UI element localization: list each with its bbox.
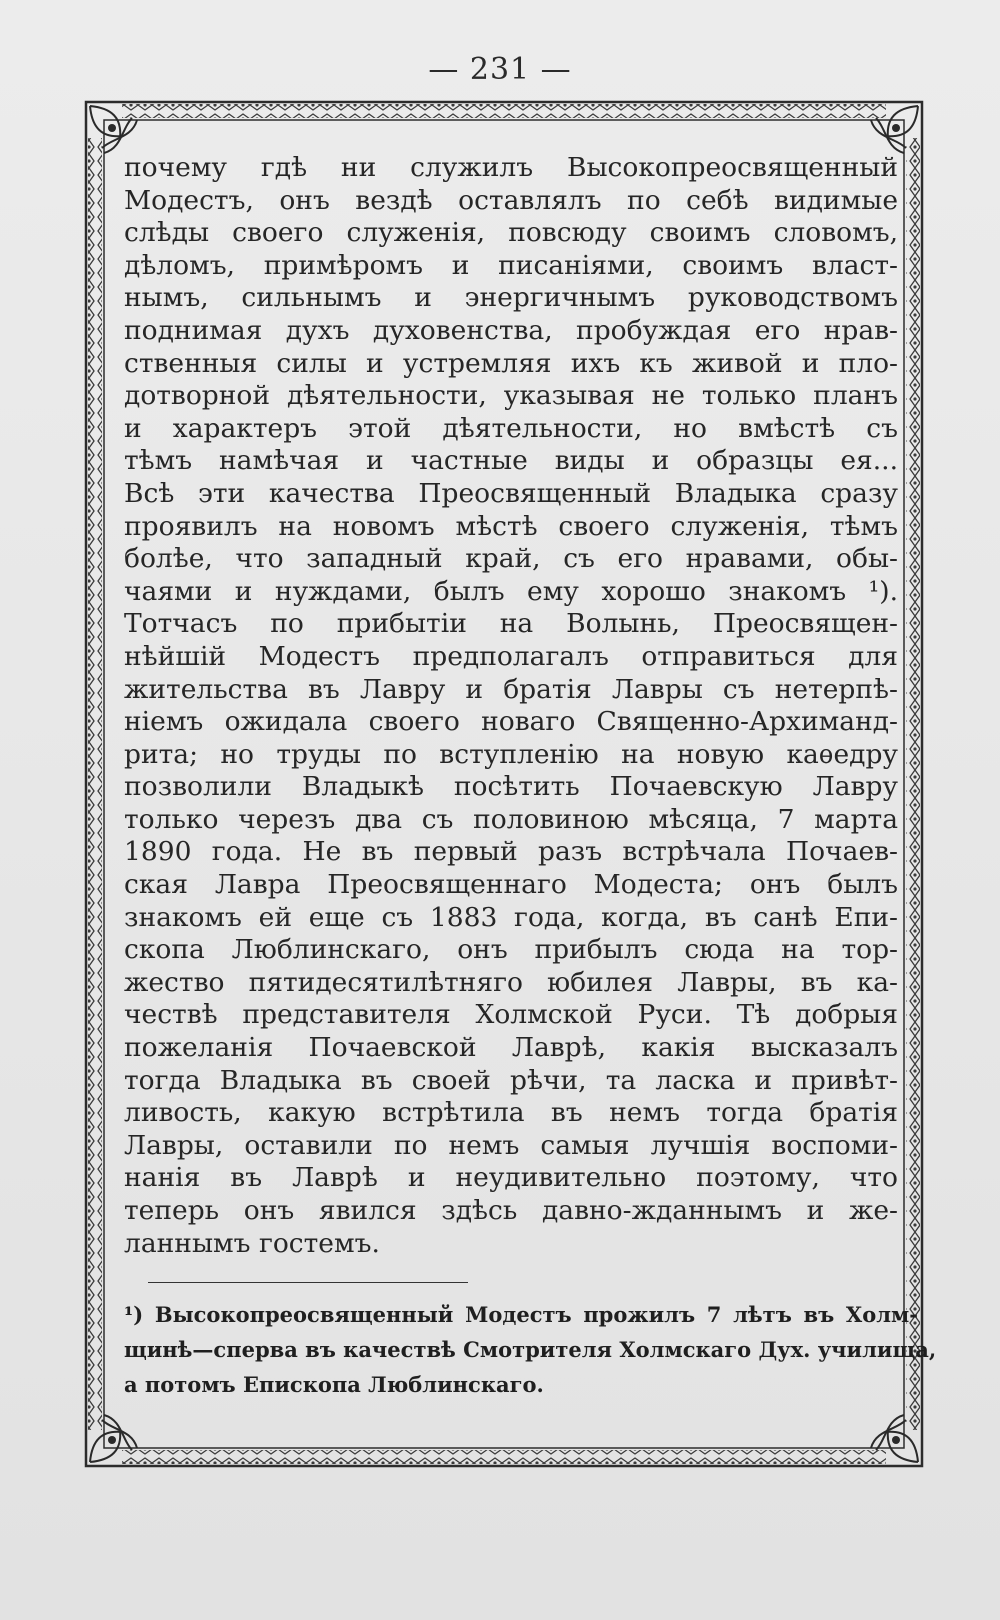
text-line: проявилъ на новомъ мѣстѣ своего служенія, тѣмъ	[124, 510, 898, 542]
text-line: знакомъ ей еще съ 1883 года, когда, въ санѣ Епи-	[124, 901, 898, 933]
text-line: 1890 года. Не въ первый разъ встрѣчала Почаев-	[124, 836, 898, 868]
text-line: дѣломъ, примѣромъ и писаніями, своимъ власт-	[124, 249, 898, 281]
text-line: тогда Владыка въ своей рѣчи, та ласка и привѣт-	[124, 1064, 898, 1096]
text-line: рита; но труды по вступленію на новую каѳедру	[124, 738, 898, 770]
text-line: Лавры, оставили по немъ самыя лучшія воспоми-	[124, 1129, 898, 1161]
footnote-line: а потомъ Епископа Люблинскаго.	[124, 1372, 544, 1397]
text-line: пожеланія Почаевской Лаврѣ, какія высказалъ	[124, 1032, 898, 1064]
footnote	[124, 1297, 937, 1402]
text-line: Всѣ эти качества Преосвященный Владыка сразу	[124, 477, 898, 509]
text-line: тѣмъ намѣчая и частные виды и образцы ея...	[124, 445, 898, 477]
text-line: ніемъ ожидала своего новаго Священно-Архиманд-	[124, 706, 898, 738]
page-number: — 231 —	[428, 52, 572, 87]
footnote-line: ¹) Высокопреосвященный Модестъ прожилъ 7 лѣтъ въ Холм-	[124, 1302, 918, 1327]
text-line: ская Лавра Преосвященнаго Модеста; онъ былъ	[124, 869, 898, 901]
text-line: ланнымъ гостемъ.	[124, 1227, 380, 1259]
text-line: ственныя силы и устремляя ихъ къ живой и пло-	[124, 347, 898, 379]
text-line: ливость, какую встрѣтила въ немъ тогда братія	[124, 1097, 898, 1129]
text-line: позволили Владыкѣ посѣтить Почаевскую Лавру	[124, 771, 898, 803]
text-line: нанія въ Лаврѣ и неудивительно поэтому, что	[124, 1162, 898, 1194]
text-line: чествѣ представителя Холмской Руси. Тѣ добрыя	[124, 999, 898, 1031]
text-line: чаями и нуждами, былъ ему хорошо знакомъ ¹).	[124, 575, 898, 607]
footnote-line: щинѣ—сперва въ качествѣ Смотрителя Холмскаго Дух. училища,	[124, 1337, 937, 1362]
text-line: теперь онъ явился здѣсь давно-жданнымъ и же-	[124, 1195, 898, 1226]
text-line: нымъ, сильнымъ и энергичнымъ руководствомъ	[124, 282, 898, 314]
footnote-divider	[148, 1282, 468, 1283]
text-line: Модестъ, онъ вездѣ оставлялъ по себѣ видимые	[124, 184, 898, 216]
text-line: жительства въ Лавру и братія Лавры съ нетерпѣ-	[124, 673, 898, 705]
text-line: слѣды своего служенія, повсюду своимъ словомъ,	[124, 217, 898, 249]
text-line: дотворной дѣятельности, указывая не только планъ	[124, 380, 898, 412]
text-line: поднимая духъ духовенства, пробуждая его нрав-	[124, 314, 898, 346]
text-line: Тотчасъ по прибытіи на Волынь, Преосвящен-	[124, 608, 898, 640]
text-line: нѣйшій Модестъ предполагалъ отправиться для	[124, 640, 898, 672]
text-line: жество пятидесятилѣтняго юбилея Лавры, въ ка-	[124, 966, 898, 998]
text-line: только черезъ два съ половиною мѣсяца, 7 марта	[124, 803, 898, 835]
main-text	[124, 152, 898, 1260]
text-line: почему гдѣ ни служилъ Высокопреосвященный	[124, 152, 898, 183]
text-line: и характеръ этой дѣятельности, но вмѣстѣ съ	[124, 412, 898, 444]
text-line: болѣе, что западный край, съ его нравами, обы-	[124, 543, 898, 575]
text-line: скопа Люблинскаго, онъ прибылъ сюда на тор-	[124, 934, 898, 966]
